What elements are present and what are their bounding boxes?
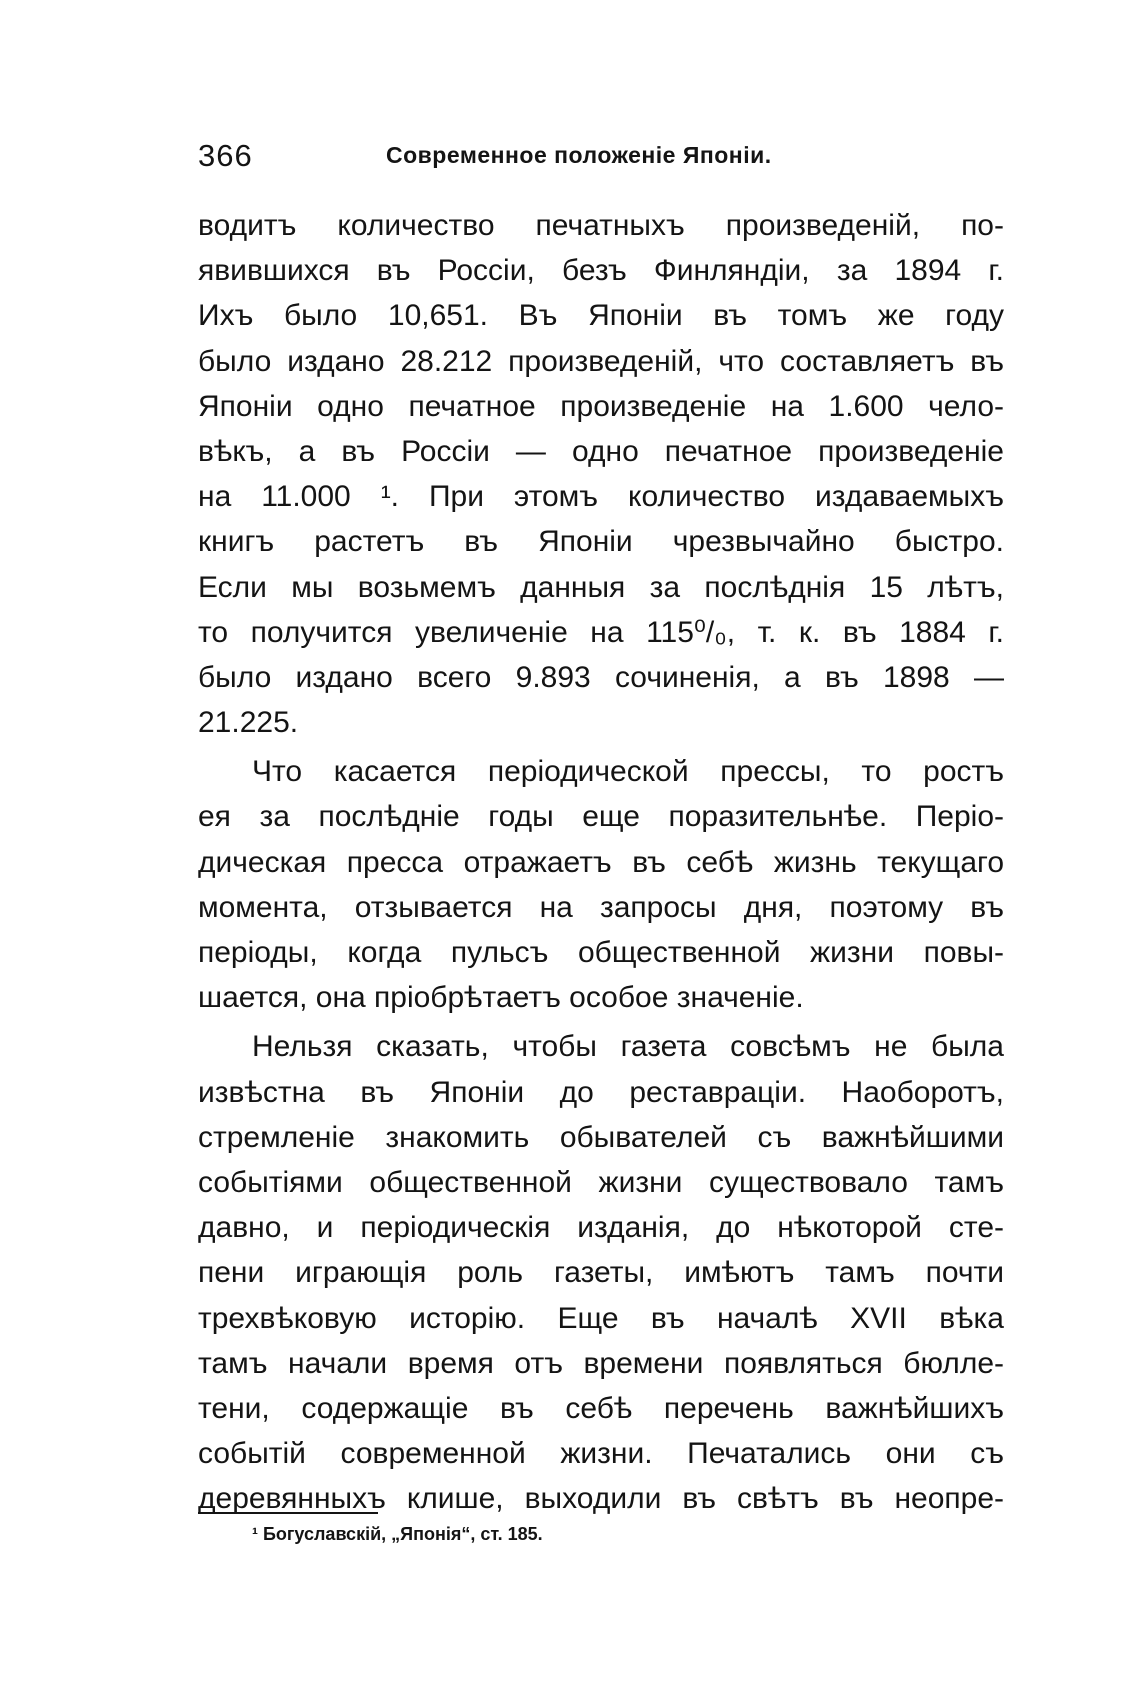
footnote: ¹ Богуславскій, „Японія“, ст. 185. [252, 1524, 543, 1544]
footnote-rule [198, 1512, 378, 1514]
text-line: водитъ количество печатныхъ произведеній, по- [198, 209, 1004, 242]
text-line: книгъ растетъ въ Японіи чрезвычайно быстро. [198, 525, 1004, 559]
text-line: явившихся въ Россіи, безъ Финляндіи, за 1894 г. [198, 254, 1004, 288]
text-line: Ихъ было 10,651. Въ Японіи въ томъ же году [198, 299, 1004, 333]
text-line: ея за послѣдніе годы еще поразительнѣе. Періо- [198, 800, 1004, 834]
text-line: вѣкъ, а въ Россіи — одно печатное произведеніе [198, 434, 1004, 468]
running-title: Современное положеніе Японіи. [386, 142, 772, 168]
text-line: Что касается періодической прессы, то ростъ [252, 755, 1004, 789]
text-line: извѣстна въ Японіи до реставраціи. Наоборотъ, [198, 1075, 1004, 1109]
text-line: момента, отзывается на запросы дня, поэтому въ [198, 890, 1004, 924]
text-line: Японіи одно печатное произведеніе на 1.600 чело- [198, 389, 1004, 423]
text-line: пени играющія роль газеты, имѣютъ тамъ почти [198, 1256, 1004, 1290]
text-line: было издано 28.212 произведеній, что составляетъ въ [198, 344, 1004, 378]
body-text [198, 203, 1004, 1521]
text-line: стремленіе знакомить обывателей съ важнѣйшими [198, 1120, 1004, 1154]
text-line: давно, и періодическія изданія, до нѣкоторой сте- [198, 1211, 1004, 1245]
text-line: Если мы возьмемъ данныя за послѣднія 15 лѣтъ, [198, 570, 1004, 604]
text-line: то получится увеличеніе на 115⁰/₀, т. к. въ 1884 г. [198, 615, 1004, 649]
page-number: 366 [198, 138, 253, 173]
text-line: шается, она пріобрѣтаетъ особое значеніе. [198, 981, 804, 1015]
text-line: 21.225. [198, 706, 299, 740]
text-line: было издано всего 9.893 сочиненія, а въ 1898 — [198, 660, 1004, 694]
text-line: деревянныхъ клише, выходили въ свѣтъ въ неопре- [198, 1482, 1004, 1516]
text-line: дическая пресса отражаетъ въ себѣ жизнь текущаго [198, 845, 1004, 879]
text-line: Нельзя сказать, чтобы газета совсѣмъ не была [252, 1030, 1004, 1064]
text-line: событій современной жизни. Печатались они съ [198, 1437, 1004, 1471]
text-line: тамъ начали время отъ времени появляться бюлле- [198, 1346, 1004, 1380]
text-line: на 11.000 ¹. При этомъ количество издаваемыхъ [198, 480, 1004, 514]
text-line: трехвѣковую исторію. Еще въ началѣ XVII вѣка [198, 1301, 1004, 1335]
text-line: тени, содержащіе въ себѣ перечень важнѣйшихъ [198, 1391, 1004, 1425]
page-header [198, 138, 1024, 178]
text-line: періоды, когда пульсъ общественной жизни повы- [198, 936, 1004, 969]
text-line: событіями общественной жизни существовало тамъ [198, 1165, 1004, 1199]
